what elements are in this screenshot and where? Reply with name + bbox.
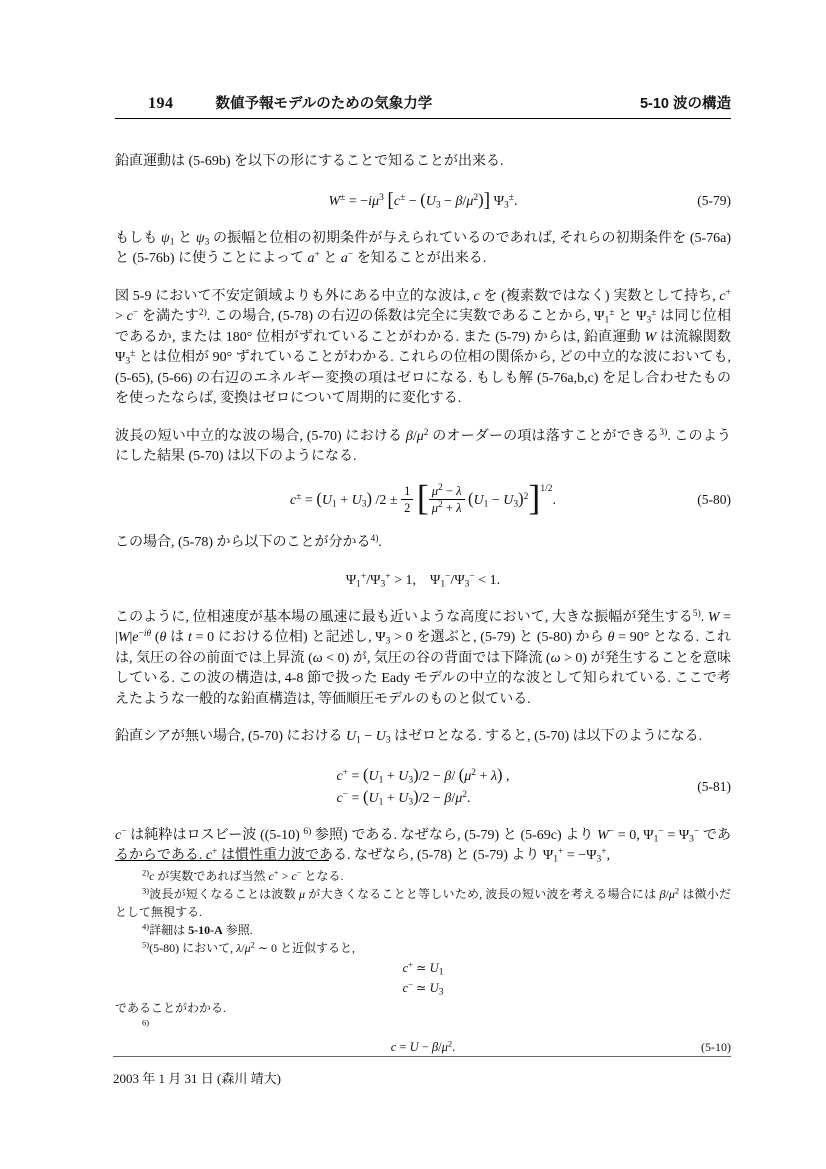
footnote-2: $^{2)}$c が実数であれば当然 c+ > c− となる. bbox=[142, 867, 344, 883]
equation-5-10 bbox=[115, 1037, 731, 1057]
footnote-6-marker-label: 6) bbox=[142, 1017, 150, 1028]
footnote-3: $^{3)}$波長が短くなることは波数 μ が大きくなることと等しいため, 波長の短い波を考える場合には $\beta/\mu^2$ は微小だとして無視する. bbox=[115, 885, 731, 919]
equation-psi-ratio-body: $\Psi_1^+/\Psi_3^+ > 1$, $\Psi_1^-/\Psi_3^- < 1$. bbox=[345, 571, 501, 590]
equation-5-81-line2: $c^- = (U_1 + U_3)/2 - \beta/\mu^2$. bbox=[336, 786, 471, 808]
equation-5-79-body: $W^\pm = -i\mu^3$ $[c^\pm - (U_3 - \beta/\mu^2)]$ $\Psi_3^\pm$. bbox=[328, 189, 518, 212]
footnotes-section bbox=[115, 860, 731, 1057]
footer-date: 2003 年 1 月 31 日 (森川 靖大) bbox=[113, 1071, 281, 1086]
paragraph-neutral-waves: 図 5-9 において不安定領域よりも外にある中立的な波は, c を (複素数ではなく) 実数として持ち, c+ > c− を満たす$^{2)}$. この場合, (5-78) の右辺の係数は完全に実数であることから, $\Psi_1^\pm$ と $\Psi_3^\pm$ は同じ位相であるか, または 180° 位相がずれていることがわかる. また (5-79) からは, 鉛直運動 W は流線関数 $\Psi_3^\pm$ とは位相が 90° ずれていることがわかる. これらの位相の関係から, どの中立的な波においても, (5-65), (5-66) の右辺のエネルギー変換の項はゼロになる. もしも解 (5-76a,b,c) を足し合わせたものを使ったならば, 変換はゼロについて周期的に変化する. bbox=[115, 287, 732, 406]
page-footer bbox=[113, 1056, 731, 1087]
paragraph-this-case: この場合, (5-78) から以下のことが分かる$^{4)}$. bbox=[115, 534, 382, 551]
page-body bbox=[115, 152, 731, 867]
footer-rule bbox=[113, 1056, 731, 1057]
footnote-5-equation-1: c+ ≃ $U_1$ bbox=[402, 959, 444, 978]
header-book-title: 数値予報モデルのための気象力学 bbox=[215, 96, 433, 112]
header-section-title: 5-10 波の構造 bbox=[639, 96, 731, 112]
equation-5-10-body: $c = U - \beta/\mu^2$. bbox=[390, 1038, 456, 1054]
paragraph-rossby-wave: c− は純粋はロスビー波 ((5-10) $^{6)}$ 参照) である. なぜなら, (5-79) と (5-69c) より W− = 0, $\Psi_1^- = \Psi_3^-$ であるからである. c+ は慣性重力波である. なぜなら, (5-78) と (5-79) より $\Psi_1^+ = -\Psi_3^+$, bbox=[115, 826, 731, 865]
paragraph-phase-speed: このように, 位相速度が基本場の風速に最も近いような高度において, 大きな振幅が発生する$^{5)}$. $W = |W|e^{-i\theta}$ (θ は t = 0 における位相) と記述し, $\Psi_3 > 0$ を選ぶと, (5-79) と (5-80) から θ = 90° となる. これは, 気圧の谷の前面では上昇流 (ω < 0) が, 気圧の谷の背面では下降流 (ω > 0) が発生することを意味している. この波の構造は, 4-8 節で扱った Eady モデルの中立的な波として知られている. ここで考えたような一般的な鉛直構造は, 等価順圧モデルのものと似ている. bbox=[115, 608, 732, 707]
paragraph-vertical-motion: 鉛直運動は (5-69b) を以下の形にすることで知ることが出来る. bbox=[115, 154, 504, 169]
equation-5-79-number: (5-79) bbox=[697, 192, 731, 208]
equation-5-80-number: (5-80) bbox=[697, 492, 731, 508]
footnote-5-equations bbox=[115, 958, 731, 998]
equation-5-81 bbox=[115, 765, 731, 809]
paragraph-short-wavelength: 波長の短い中立的な波の場合, (5-70) における $\beta/\mu^2$ のオーダーの項は落すことができる$^{3)}$. このようにした結果 (5-70) は以下のようになる. bbox=[115, 427, 732, 464]
equation-psi-ratio bbox=[115, 571, 731, 591]
equation-5-81-number: (5-81) bbox=[697, 778, 731, 794]
equation-5-80 bbox=[115, 476, 731, 517]
footnote-5: $^{5)}$(5-80) において, $\lambda/\mu^2$ ∼ 0 と近似すると, bbox=[142, 939, 355, 955]
page-number: 194 bbox=[148, 95, 174, 112]
equation-5-79 bbox=[115, 190, 731, 212]
paragraph-no-shear: 鉛直シアが無い場合, (5-70) における $U_1 - U_3$ はゼロとなる. すると, (5-70) は以下のようになる. bbox=[115, 729, 703, 746]
footnote-4: $^{4)}$詳細は 5-10-A 参照. bbox=[142, 921, 253, 937]
paragraph-initial-conditions: もしも $\psi_1$ と $\psi_3$ の振幅と位相の初期条件が与えられているのであれば, それらの初期条件を (5-76a) と (5-76b) に使うことによって a+ と a− を知ることが出来る. bbox=[115, 230, 732, 266]
footnote-5-tail: であることがわかる. bbox=[115, 1001, 227, 1015]
equation-5-81-body bbox=[336, 765, 509, 809]
footnote-6-marker bbox=[115, 1017, 731, 1035]
equation-5-80-body: $c^\pm = (U_1 + U_3) /2$ ± $\frac{1}{2}$ [ $\frac{\mu^2 - \lambda}{\mu^2 + \lambda}$ $(U_1 - U_3)^2]^{1/2}$. bbox=[290, 476, 556, 517]
footnote-rule bbox=[115, 860, 329, 861]
page-header bbox=[115, 92, 731, 113]
equation-5-81-line1: $c^+ = (U_1 + U_3)/2 - \beta/$ $(\mu^2 + \lambda)$ , bbox=[336, 764, 510, 786]
equation-5-10-number: (5-10) bbox=[701, 1040, 731, 1054]
header-rule bbox=[115, 118, 731, 119]
footnote-5-equation-2: c− ≃ $U_3$ bbox=[402, 979, 444, 998]
